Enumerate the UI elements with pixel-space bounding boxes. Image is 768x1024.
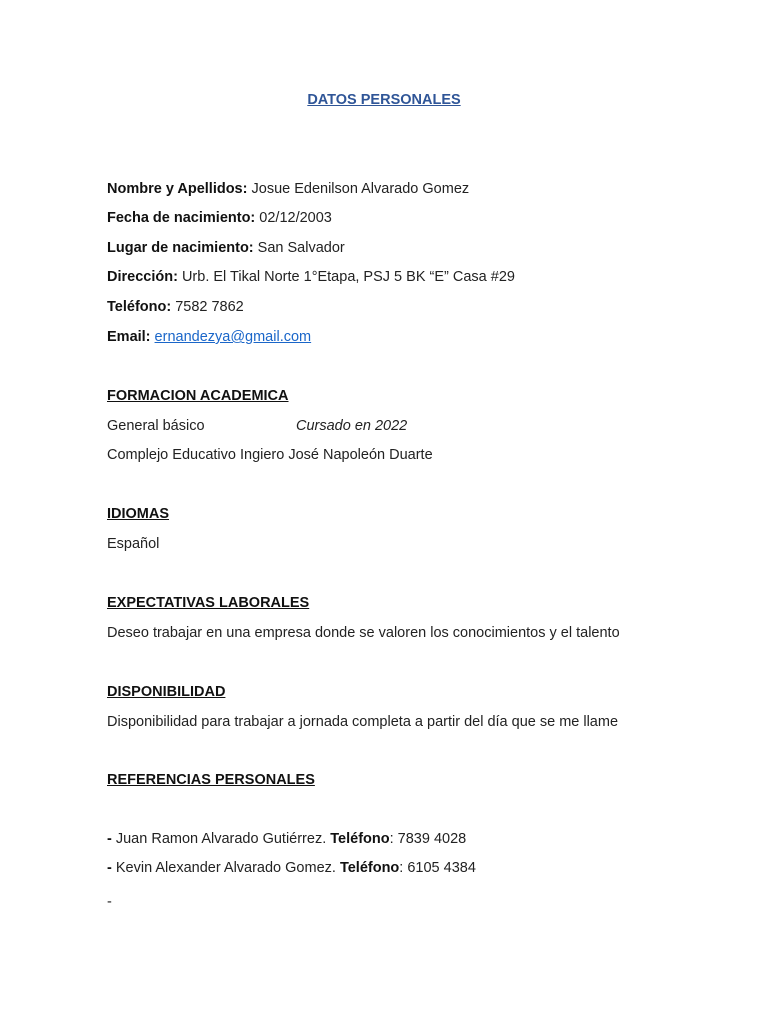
languages-heading: IDIOMAS	[107, 506, 170, 522]
birthdate-value: 02/12/2003	[259, 210, 332, 226]
expectations-value: Deseo trabajar en una empresa donde se valoren los conocimientos y el talento	[107, 625, 620, 641]
education-level-row	[107, 417, 507, 435]
phone-label: Teléfono:	[107, 299, 172, 315]
education-status: Cursado en 2022	[296, 418, 408, 434]
reference-phone-label: Teléfono	[330, 831, 390, 847]
name-label: Nombre y Apellidos:	[107, 181, 248, 197]
page-title: DATOS PERSONALES	[307, 92, 461, 108]
birthplace-row	[107, 239, 345, 257]
expectations-heading: EXPECTATIVAS LABORALES	[107, 595, 310, 611]
availability-value: Disponibilidad para trabajar a jornada completa a partir del día que se me llame	[107, 714, 619, 730]
trailing-dash: -	[107, 894, 112, 910]
references-heading: REFERENCIAS PERSONALES	[107, 772, 315, 788]
birthplace-value: San Salvador	[257, 240, 345, 256]
education-school: Complejo Educativo Ingiero José Napoleón Duarte	[107, 447, 433, 463]
birthplace-label: Lugar de nacimiento:	[107, 240, 254, 256]
reference-dash: -	[107, 860, 112, 876]
education-level: General básico	[107, 418, 205, 434]
email-link[interactable]: ernandezya@gmail.com	[154, 329, 312, 345]
address-row	[107, 268, 515, 286]
name-value: Josue Edenilson Alvarado Gomez	[251, 181, 470, 197]
phone-row	[107, 298, 244, 316]
birthdate-row	[107, 209, 332, 227]
education-heading: FORMACION ACADEMICA	[107, 388, 289, 404]
birthdate-label: Fecha de nacimiento:	[107, 210, 256, 226]
address-value: Urb. El Tikal Norte 1°Etapa, PSJ 5 BK “E” Casa #29	[181, 269, 515, 285]
name-row	[107, 180, 469, 198]
reference-item	[107, 859, 476, 877]
reference-dash: -	[107, 831, 112, 847]
email-label: Email:	[107, 329, 151, 345]
address-label: Dirección:	[107, 269, 178, 285]
languages-value: Español	[107, 536, 160, 552]
reference-name: Juan Ramon Alvarado Gutiérrez.	[111, 831, 331, 847]
phone-value: 7582 7862	[175, 299, 244, 315]
reference-phone-value: : 6105 4384	[399, 860, 476, 876]
reference-item	[107, 830, 466, 848]
reference-phone-value: : 7839 4028	[389, 831, 467, 847]
reference-name: Kevin Alexander Alvarado Gomez.	[111, 860, 340, 876]
reference-phone-label: Teléfono	[339, 860, 400, 876]
email-row	[107, 328, 311, 346]
availability-heading: DISPONIBILIDAD	[107, 684, 226, 700]
